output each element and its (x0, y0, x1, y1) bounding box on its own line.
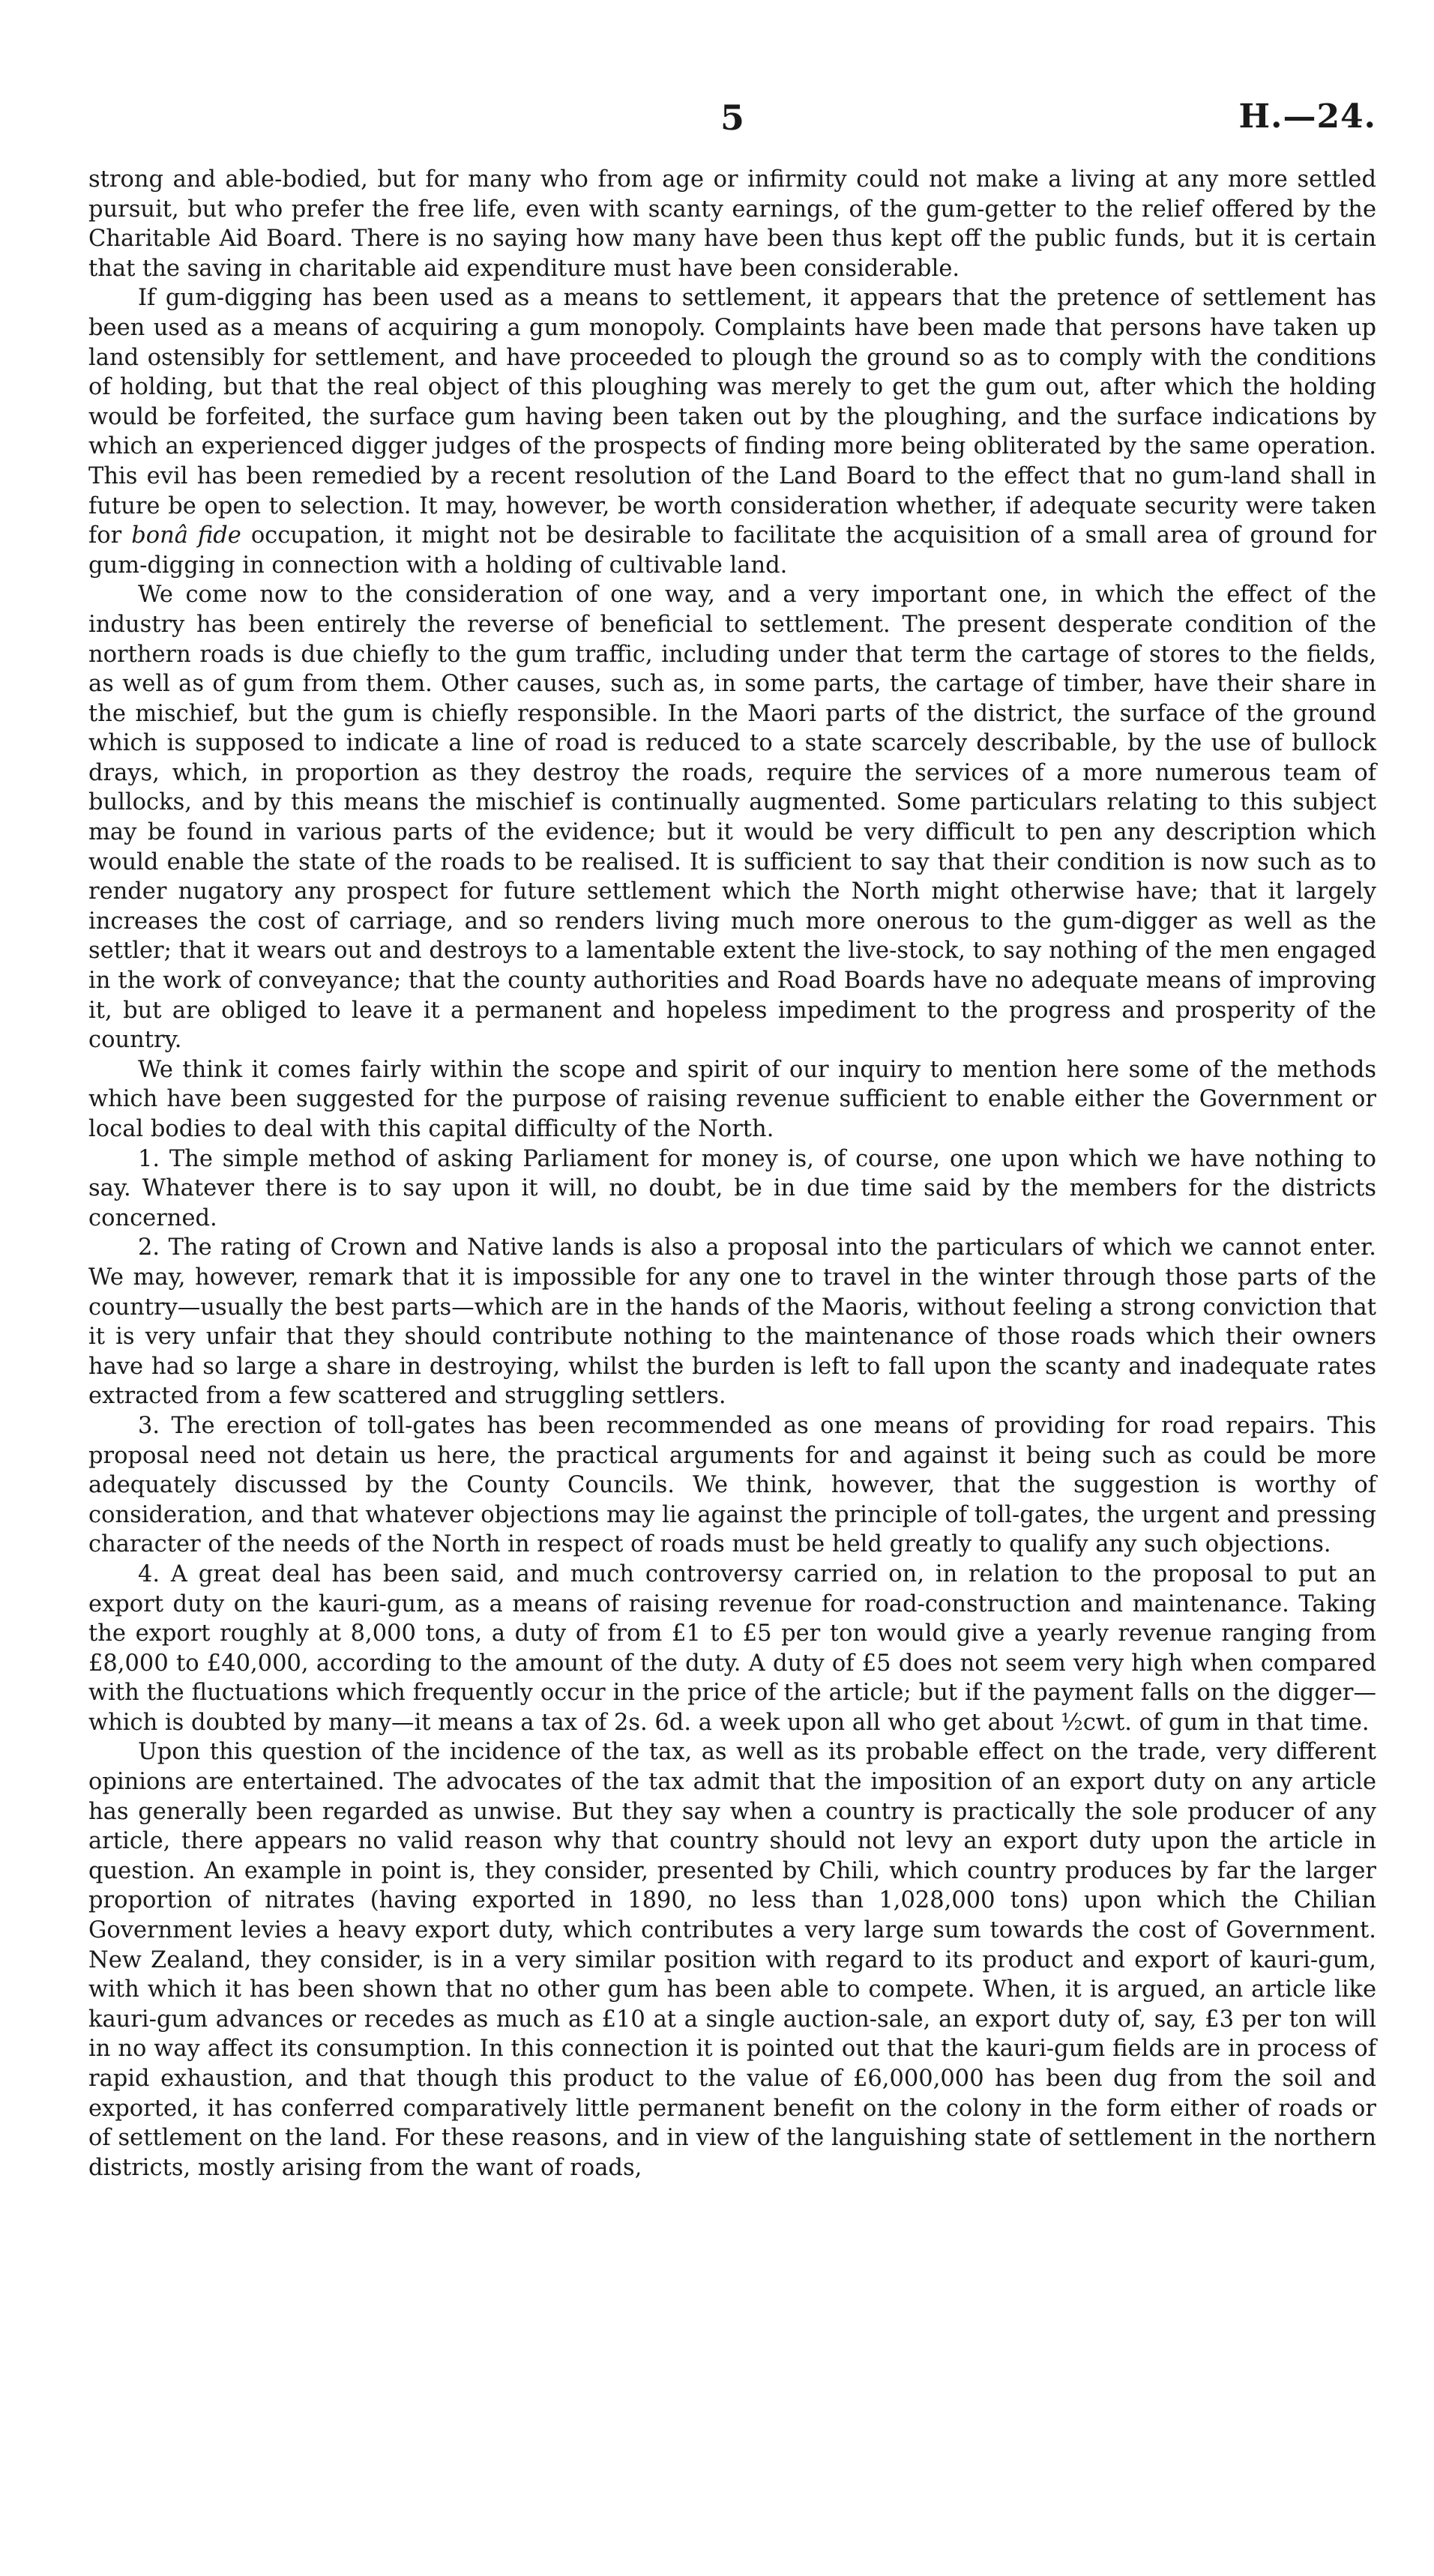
paragraph-roads: We come now to the consideration of one way, and a very important one, in which the effect of the industry has been entirely the reverse of beneficial to settlement. The present desperate condition of the northern roads is due chiefly to the gum traffic, including under that term the cartage of stores to the fields, as well as of gum from them. Other causes, such as, in some parts, the cartage of timber, have their share in the mischief, but the gum is chiefly responsible. In the Maori parts of the district, the surface of the ground which is supposed to indicate a line of road is reduced to a state scarcely describable, by the use of bullock drays, which, in proportion as they destroy the roads, require the services of a more numerous team of bullocks, and by this means the mischief is continually augmented. Some particulars relating to this subject may be found in various parts of the evidence; but it would be very difficult to pen any description which would enable the state of the roads to be realised. It is sufficient to say that their condition is now such as to render nugatory any prospect for future settlement which the North might otherwise have; that it largely increases the cost of carriage, and so renders living much more onerous to the gum-digger as well as the settler; that it wears out and destroys to a lamentable extent the live-stock, to say nothing of the men engaged in the work of conveyance; that the county authorities and Road Boards have no adequate means of improving it, but are obliged to leave it a permanent and hopeless impediment to the progress and prosperity of the country. (88, 582, 1376, 1054)
body-text (88, 165, 1376, 2183)
list-item-parliament: 1. The simple method of asking Parliament for money is, of course, one upon which we have nothing to say. Whatever there is to say upon it will, no doubt, be in due time said by the members for the districts concerned. (88, 1145, 1376, 1231)
paragraph-continued: strong and able-bodied, but for many who from age or infirmity could not make a living at any more settled pursuit, but who prefer the free life, even with scanty earnings, of the gum-getter to the relief offered by the Charitable Aid Board. There is no saying how many have been thus kept off the public funds, but it is certain that the saving in charitable aid expenditure must have been considerable. (88, 166, 1376, 282)
document-page (88, 97, 1376, 2183)
page-number: 5 (720, 97, 744, 138)
list-item-rating: 2. The rating of Crown and Native lands is also a proposal into the particulars of which we cannot enter. We may, however, remark that it is impossible for any one to travel in the winter through those parts of the country—usually the best parts—which are in the hands of the Maoris, without feeling a strong conviction that it is very unfair that they should contribute nothing to the maintenance of those roads which their owners have had so large a share in destroying, whilst the burden is left to fall upon the scanty and inadequate rates extracted from a few scattered and struggling settlers. (88, 1234, 1376, 1410)
paragraph-gum-monopoly (88, 283, 1376, 580)
list-item-toll-gates: 3. The erection of toll-gates has been recommended as one means of providing for road repairs. This proposal need not detain us here, the practical arguments for and against it being such as could be more adequately discussed by the County Councils. We think, however, that the suggestion is worthy of consideration, and that whatever objections may lie against the principle of toll-gates, the urgent and pressing character of the needs of the North in respect of roads must be held greatly to qualify any such objections. (88, 1412, 1376, 1558)
paragraph-incidence: Upon this question of the incidence of the tax, as well as its probable effect on the trade, very different opinions are entertained. The advocates of the tax admit that the imposition of an export duty on any article has generally been regarded as unwise. But they say when a country is practically the sole producer of any article, there appears no valid reason why that country should not levy an export duty upon the article in question. An example in point is, they consider, presented by Chili, which country produces by far the larger proportion of nitrates (having exported in 1890, no less than 1,028,000 tons) upon which the Chilian Government levies a heavy export duty, which contributes a very large sum towards the cost of Government. New Zealand, they consider, is in a very similar position with regard to its product and export of kauri-gum, with which it has been shown that no other gum has been able to compete. When, it is argued, an article like kauri-gum advances or recedes as much as £10 at a single auction-sale, an export duty of, say, £3 per ton will in no way affect its consumption. In this connection it is pointed out that the kauri-gum fields are in process of rapid exhaustion, and that though this product to the value of £6,000,000 has been dug from the soil and exported, it has conferred comparatively little permanent benefit on the colony in the form either of roads or of settlement on the land. For these reasons, and in view of the languishing state of settlement in the northern districts, mostly arising from the want of roads, (88, 1739, 1376, 2181)
paragraph-text: occupation, it might not be desirable to facilitate the acquisition of a small area of ground for gum-digging in connection with a holding of cultivable land. (88, 522, 1376, 579)
page-header (88, 97, 1376, 165)
italic-phrase: bonâ fide (131, 522, 241, 549)
document-reference: H.—24. (1238, 97, 1376, 136)
list-item-export-duty: 4. A great deal has been said, and much controversy carried on, in relation to the proposal to put an export duty on the kauri-gum, as a means of raising revenue for road-construction and maintenance. Taking the export roughly at 8,000 tons, a duty of from £1 to £5 per ton would give a yearly revenue ranging from £8,000 to £40,000, according to the amount of the duty. A duty of £5 does not seem very high when compared with the fluctuations which frequently occur in the price of the article; but if the payment falls on the digger—which is doubted by many—it means a tax of 2s. 6d. a week upon all who get about ½cwt. of gum in that time. (88, 1560, 1376, 1736)
paragraph-text: If gum-digging has been used as a means to settlement, it appears that the pretence of settlement has been used as a means of acquiring a gum monopoly. Complaints have been made that persons have taken up land ostensibly for settlement, and have proceeded to plough the ground so as to comply with the conditions of holding, but that the real object of this ploughing was merely to get the gum out, after which the holding would be forfeited, the surface gum having been taken out by the ploughing, and the surface indications by which an experienced digger judges of the prospects of finding more being obliterated by the same operation. This evil has been remedied by a recent resolution of the Land Board to the effect that no gum-land shall in future be open to selection. It may, however, be worth consideration whether, if adequate security were taken for (88, 285, 1376, 549)
paragraph-methods: We think it comes fairly within the scope and spirit of our inquiry to mention here some of the methods which have been suggested for the purpose of raising revenue sufficient to enable either the Government or local bodies to deal with this capital difficulty of the North. (88, 1056, 1376, 1142)
